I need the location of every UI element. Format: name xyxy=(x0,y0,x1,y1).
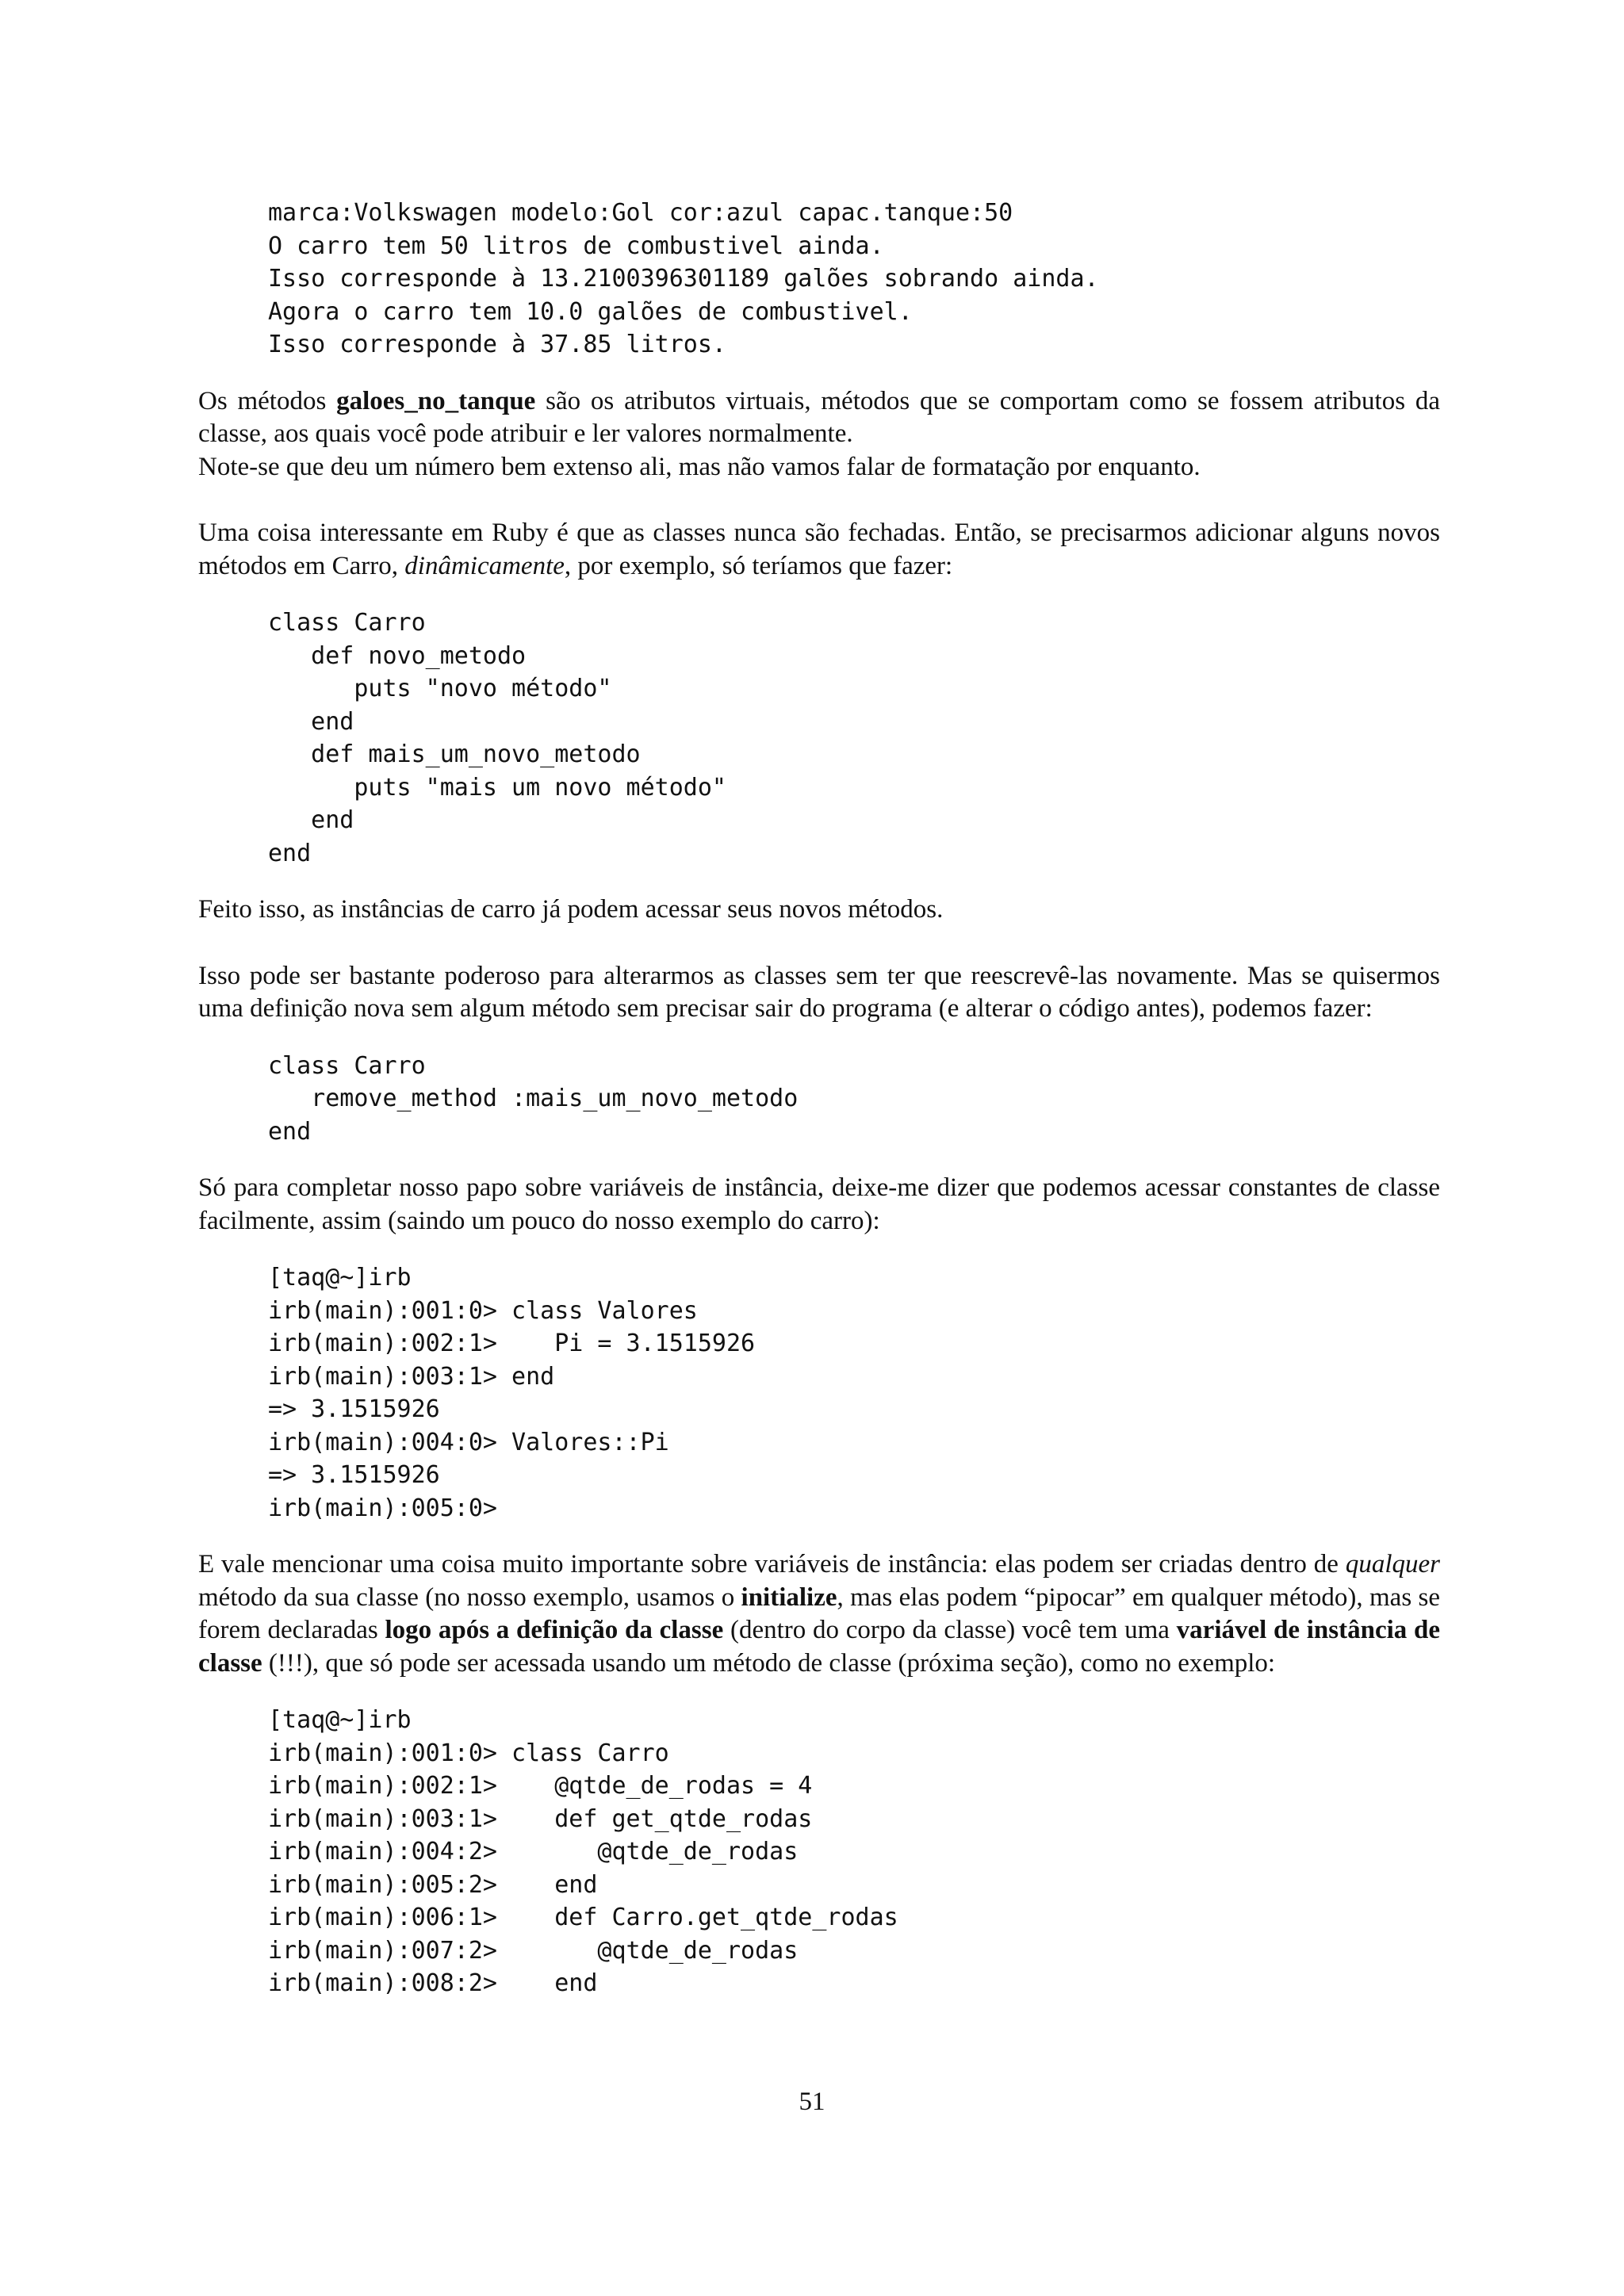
code-line: irb(main):002:1> @qtde_de_rodas = 4 xyxy=(268,1772,813,1800)
code-line: Isso corresponde à 37.85 litros. xyxy=(268,331,726,358)
code-line: end xyxy=(268,707,354,736)
emphasis-italic: dinâmicamente xyxy=(404,551,565,580)
code-line: irb(main):003:1> end xyxy=(268,1362,555,1391)
code-block-reopen-class xyxy=(268,607,1440,870)
code-line: puts "novo método" xyxy=(268,675,612,702)
code-line: end xyxy=(268,1117,312,1146)
page-content xyxy=(198,197,1440,2000)
code-line: irb(main):004:0> Valores::Pi xyxy=(268,1428,669,1456)
code-line: [taq@~]irb xyxy=(268,1264,412,1292)
code-line: irb(main):004:2> @qtde_de_rodas xyxy=(268,1838,799,1866)
code-line: class Carro xyxy=(268,609,426,637)
code-line: irb(main):001:0> class Carro xyxy=(268,1739,669,1767)
code-line: => 3.1515926 xyxy=(268,1395,440,1423)
code-line: Agora o carro tem 10.0 galões de combustivel. xyxy=(268,297,913,326)
code-line: => 3.1515926 xyxy=(268,1461,440,1489)
code-line: remove_method :mais_um_novo_metodo xyxy=(268,1085,799,1112)
code-line: puts "mais um novo método" xyxy=(268,773,726,802)
code-line: [taq@~]irb xyxy=(268,1706,412,1734)
code-line: irb(main):001:0> class Valores xyxy=(268,1296,698,1325)
emphasis-bold: logo após a definição da classe xyxy=(385,1616,724,1644)
code-line: class Carro xyxy=(268,1051,426,1080)
emphasis-italic: qualquer xyxy=(1345,1550,1440,1578)
code-block-irb-constants xyxy=(268,1261,1440,1525)
code-line: irb(main):003:1> def get_qtde_rodas xyxy=(268,1804,813,1833)
code-line: O carro tem 50 litros de combustivel ainda. xyxy=(268,232,884,260)
page-number: 51 xyxy=(799,2087,825,2116)
code-block-irb-class-instance xyxy=(268,1704,1440,2000)
code-block-output xyxy=(268,197,1440,362)
paragraph-class-instance-variables: E vale mencionar uma coisa muito importante sobre variáveis de instância: elas podem ser criadas dentro de qualquer método da sua classe (no nosso exemplo, usamos o initialize, mas elas podem “pipocar” em qualquer método), mas se forem declaradas logo após a definição da classe (dentro do corpo da classe) você tem uma variável de instância de classe (!!!), que só pode ser acessada usando um método de classe (próxima seção), como no exemplo: xyxy=(198,1550,1440,1678)
paragraph-virtual-attributes: Os métodos galoes_no_tanque são os atributos virtuais, métodos que se comportam como se fossem atributos da classe, aos quais você pode atribuir e ler valores normalmente. Note-se que deu um número bem extenso ali, mas não vamos falar de formatação por enquanto. xyxy=(198,386,1440,481)
code-line: irb(main):005:0> xyxy=(268,1494,497,1522)
code-line: def novo_metodo xyxy=(268,641,527,670)
paragraph-class-constants: Só para completar nosso papo sobre variáveis de instância, deixe-me dizer que podemos acessar constantes de classe facilmente, assim (saindo um pouco do nosso exemplo do carro): xyxy=(198,1173,1440,1235)
paragraph-open-classes: Uma coisa interessante em Ruby é que as classes nunca são fechadas. Então, se precisarmos adicionar alguns novos métodos em Carro, dinâmicamente, por exemplo, só teríamos que fazer: xyxy=(198,519,1440,580)
code-line: irb(main):002:1> Pi = 3.1515926 xyxy=(268,1330,756,1357)
code-line: Isso corresponde à 13.2100396301189 galões sobrando ainda. xyxy=(268,265,1099,293)
code-line: marca:Volkswagen modelo:Gol cor:azul capac.tanque:50 xyxy=(268,199,1013,227)
paragraph-remove-method: Isso pode ser bastante poderoso para alterarmos as classes sem ter que reescrevê-las novamente. Mas se quisermos uma definição nova sem algum método sem precisar sair do programa (e alterar o código antes), podemos fazer: xyxy=(198,961,1440,1023)
code-block-remove-method xyxy=(268,1050,1440,1149)
code-line: irb(main):005:2> end xyxy=(268,1870,598,1899)
code-line: end xyxy=(268,839,312,867)
emphasis-bold: initialize xyxy=(741,1582,837,1612)
emphasis-bold: variável de instância de classe xyxy=(198,1616,1440,1678)
code-line: irb(main):006:1> def Carro.get_qtde_rodas xyxy=(268,1904,898,1931)
code-line: end xyxy=(268,806,354,834)
code-line: irb(main):007:2> @qtde_de_rodas xyxy=(268,1936,799,1965)
paragraph-instances-access: Feito isso, as instâncias de carro já podem acessar seus novos métodos. xyxy=(198,895,944,924)
method-name-bold: galoes_no_tanque xyxy=(336,386,536,415)
code-line: def mais_um_novo_metodo xyxy=(268,740,641,768)
code-line: irb(main):008:2> end xyxy=(268,1969,598,1997)
